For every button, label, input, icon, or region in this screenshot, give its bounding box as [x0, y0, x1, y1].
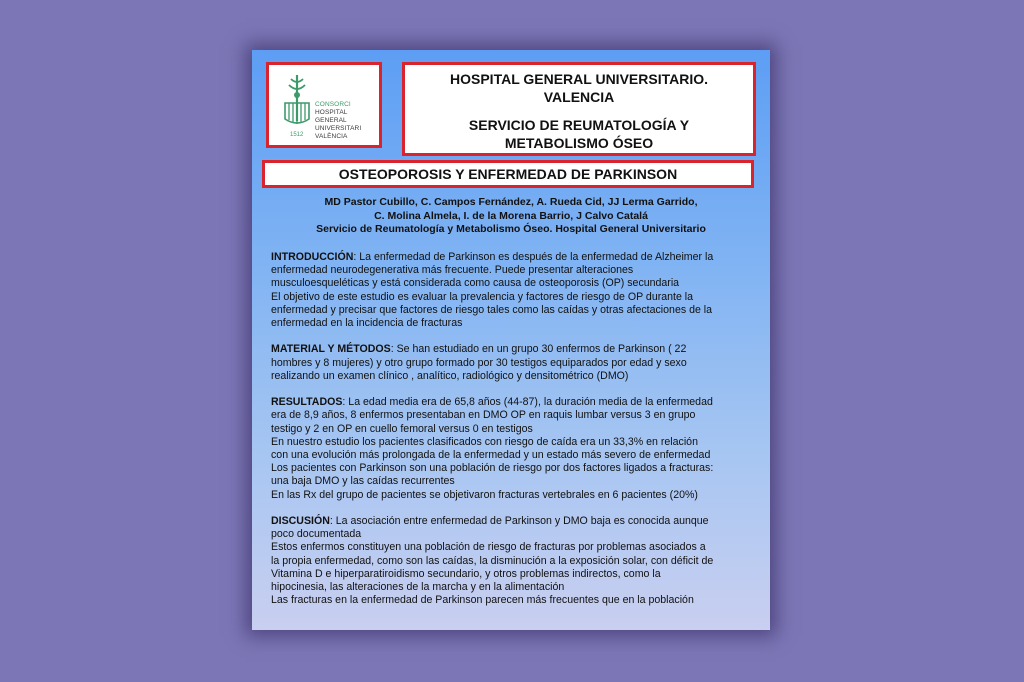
logo-line: HOSPITAL GENERAL — [315, 109, 348, 124]
paragraph-line: El objetivo de este estudio es evaluar la prevalencia y factores de riesgo de OP durante la — [271, 290, 694, 303]
poster — [252, 50, 770, 630]
paragraph-line: enfermedad y precisar que factores de riesgo tales como las caídas y otras afectaciones de la — [271, 303, 713, 316]
hospital-name: HOSPITAL GENERAL UNIVERSITARIO. — [450, 71, 708, 87]
poster-title: OSTEOPOROSIS Y ENFERMEDAD DE PARKINSON — [262, 160, 754, 188]
paragraph-line: poco documentada — [271, 528, 362, 541]
department-line-2: METABOLISMO ÓSEO — [504, 135, 654, 151]
section-heading: DISCUSIÓN — [271, 515, 330, 528]
department-line-1: SERVICIO DE REUMATOLOGÍA Y — [468, 117, 690, 133]
paragraph-line: musculoesqueléticas y está considerada como causa de osteoporosis (OP) secundaria — [271, 277, 680, 290]
section-discusion — [271, 515, 759, 607]
paragraph-line: la propia enfermedad, como son las caídas, la disminución a la exposición solar, con déficit de — [271, 554, 714, 567]
authors-block — [266, 196, 756, 237]
logo-box — [266, 62, 382, 148]
paragraph-line: con una evolución más prolongada de la enfermedad y un estado más severo de enfermedad — [271, 449, 711, 462]
affiliation-line: Servicio de Reumatología y Metabolismo Óseo. Hospital General Universitario — [316, 223, 706, 235]
svg-text:1512: 1512 — [290, 132, 304, 138]
paragraph-line: hombres y 8 mujeres) y otro grupo formado por 30 testigos equiparados por edad y sexo — [271, 356, 687, 369]
authors-line: C. Molina Almela, I. de la Morena Barrio, J Calvo Catalá — [374, 209, 648, 222]
paragraph-line: : La edad media era de 65,8 años (44-87), la duración media de la enfermedad — [342, 396, 713, 409]
paragraph-line: Las fracturas en la enfermedad de Parkinson parecen más frecuentes que en la población — [271, 594, 694, 607]
body-text — [271, 251, 759, 607]
logo-line: UNIVERSITARI — [315, 125, 362, 132]
logo-line: VALÈNCIA — [315, 133, 348, 140]
header-box — [402, 62, 756, 156]
section-introduccion — [271, 251, 759, 330]
paragraph-line: : La enfermedad de Parkinson es después de la enfermedad de Alzheimer la — [353, 251, 714, 263]
paragraph-line: realizando un examen clínico , analítico, radiológico y densitométrico (DMO) — [271, 369, 629, 382]
paragraph-line: enfermedad neurodegenerativa más frecuente. Puede presentar alteraciones — [271, 264, 634, 277]
logo-line: CONSORCI — [315, 101, 351, 108]
logo-text — [315, 101, 379, 141]
paragraph-line: enfermedad en la incidencia de fracturas — [271, 317, 463, 330]
hospital-city: VALENCIA — [543, 89, 615, 105]
paragraph-line: : Se han estudiado en un grupo 30 enfermos de Parkinson ( 22 — [390, 343, 687, 356]
paragraph-line: hipocinesia, las alteraciones de la marcha y en la alimentación — [271, 581, 565, 594]
section-heading: RESULTADOS — [271, 396, 343, 409]
paragraph-line: Vitamina D e hiperparatiroidismo secundario, y otros problemas indirectos, como la — [271, 567, 661, 580]
paragraph-line: En nuestro estudio los pacientes clasificados con riesgo de caída era un 33,3% en relación — [271, 435, 698, 448]
section-material — [271, 343, 759, 383]
hospital-logo-icon — [279, 73, 315, 141]
authors-line: MD Pastor Cubillo, C. Campos Fernández, A. Rueda Cid, JJ Lerma Garrido, — [324, 196, 698, 208]
paragraph-line: Los pacientes con Parkinson son una población de riesgo por dos factores ligados a fracturas: — [271, 462, 714, 475]
section-resultados — [271, 396, 759, 502]
section-heading: INTRODUCCIÓN — [271, 251, 354, 263]
paragraph-line: : La asociación entre enfermedad de Parkinson y DMO baja es conocida aunque — [329, 515, 709, 528]
section-heading: MATERIAL Y MÉTODOS — [271, 343, 391, 356]
paragraph-line: testigo y 2 en OP en cuello femoral versus 0 en testigos — [271, 422, 533, 435]
paragraph-line: una baja DMO y las caídas recurrentes — [271, 475, 455, 488]
paragraph-line: Estos enfermos constituyen una población de riesgo de fracturas por problemas asociados a — [271, 541, 706, 554]
paragraph-line: era de 8,9 años, 8 enfermos presentaban en DMO OP en raquis lumbar versus 3 en grupo — [271, 409, 696, 422]
paragraph-line: En las Rx del grupo de pacientes se objetivaron fracturas vertebrales en 6 pacientes (20%) — [271, 488, 698, 501]
